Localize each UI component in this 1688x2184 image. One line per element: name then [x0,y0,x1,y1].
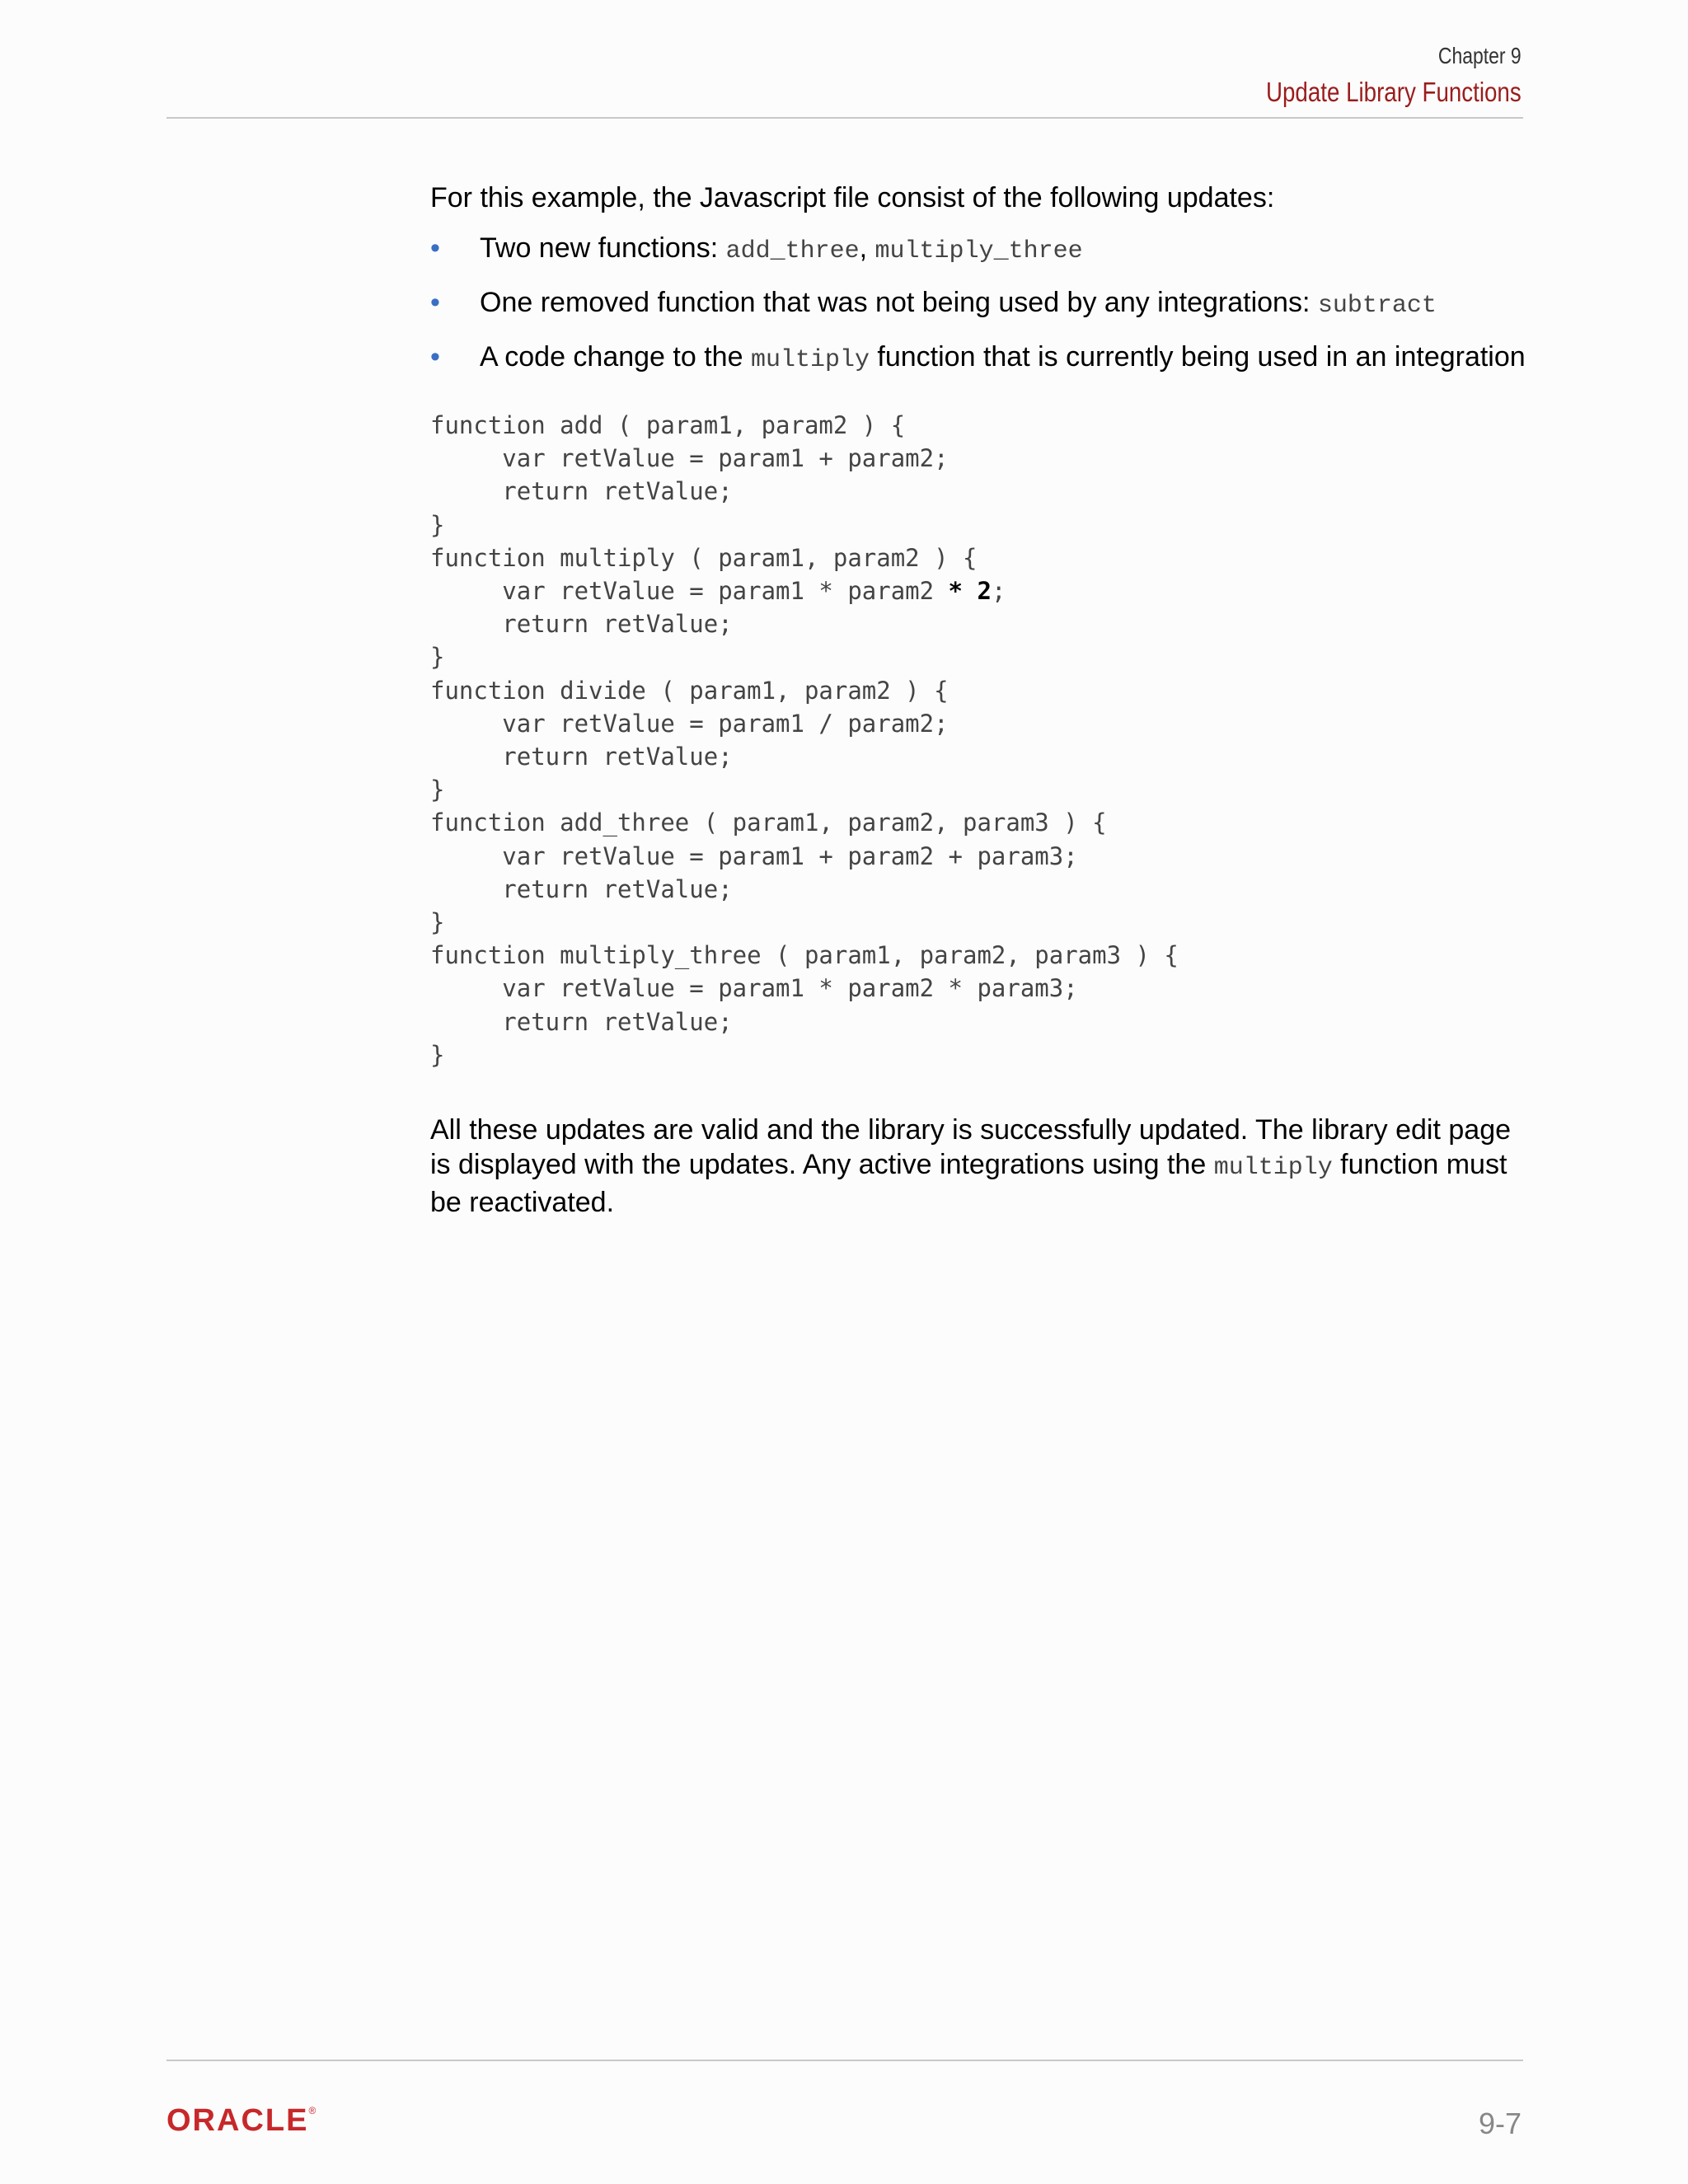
code-line: var retValue = param1 * param2 * param3; [430,974,1078,1003]
code-listing [430,409,1526,1071]
intro-paragraph: For this example, the Javascript file consist of the following updates: [430,182,1275,213]
closing-text: All these updates are valid and the library is successfully updated. The library edit page is displayed with the updates. Any active integrations using the [430,1114,1512,1181]
list-item [430,223,1526,277]
code-line: } [430,776,445,804]
list-item-separator: , [859,232,875,264]
section-title: Update Library Functions [1266,77,1522,107]
page-header [1217,41,1522,110]
bullet-icon: • [430,287,440,318]
code-line: var retValue = param1 * param2 [430,577,949,606]
code-line: } [430,908,445,937]
logo-text: ORACLE [166,2103,309,2138]
list-item [430,331,1526,386]
list-item-text: A code change to the [480,341,751,373]
code-line: return retValue; [430,477,733,506]
main-content [430,173,1526,1248]
list-item [430,277,1526,331]
code-line: function add ( param1, param2 ) { [430,411,906,439]
header-divider [166,117,1523,119]
code-line: function divide ( param1, param2 ) { [430,676,949,705]
code-line: var retValue = param1 / param2; [430,709,949,738]
update-list [430,223,1526,386]
list-item-suffix: function that is currently being used in an integration [869,341,1526,373]
code-line: } [430,643,445,672]
list-item-text: Two new functions: [480,232,726,264]
page-number: 9-7 [1478,2107,1522,2140]
code-line: function multiply ( param1, param2 ) { [430,543,978,572]
code-line: return retValue; [430,1007,733,1036]
code-line: return retValue; [430,874,733,903]
chapter-label: Chapter 9 [1438,43,1522,68]
list-item-text: One removed function that was not being used by any integrations: [480,287,1318,318]
oracle-logo [166,2103,317,2139]
registered-mark: ® [308,2105,318,2116]
code-multiply-three: multiply_three [874,237,1083,265]
code-multiply-inline: multiply [1213,1154,1333,1183]
bullet-icon: • [430,341,440,373]
code-line: function multiply_three ( param1, param2, param3 ) { [430,941,1179,970]
code-line: } [430,510,445,539]
code-line: return retValue; [430,610,733,639]
code-line: return retValue; [430,743,733,771]
closing-paragraph [430,1113,1526,1220]
code-add-three: add_three [725,237,860,265]
code-line-end: ; [991,577,1006,606]
code-change-highlight: * 2 [948,577,992,606]
code-multiply: multiply [750,346,870,374]
code-subtract: subtract [1317,292,1437,320]
bullet-icon: • [430,232,440,264]
code-line: } [430,1040,445,1069]
code-line: var retValue = param1 + param2 + param3; [430,841,1078,870]
code-line: function add_three ( param1, param2, param3 ) { [430,808,1107,837]
code-line: var retValue = param1 + param2; [430,444,949,473]
closing-text-end: function must be reactivated. [430,1149,1507,1219]
footer-divider [166,2060,1523,2061]
